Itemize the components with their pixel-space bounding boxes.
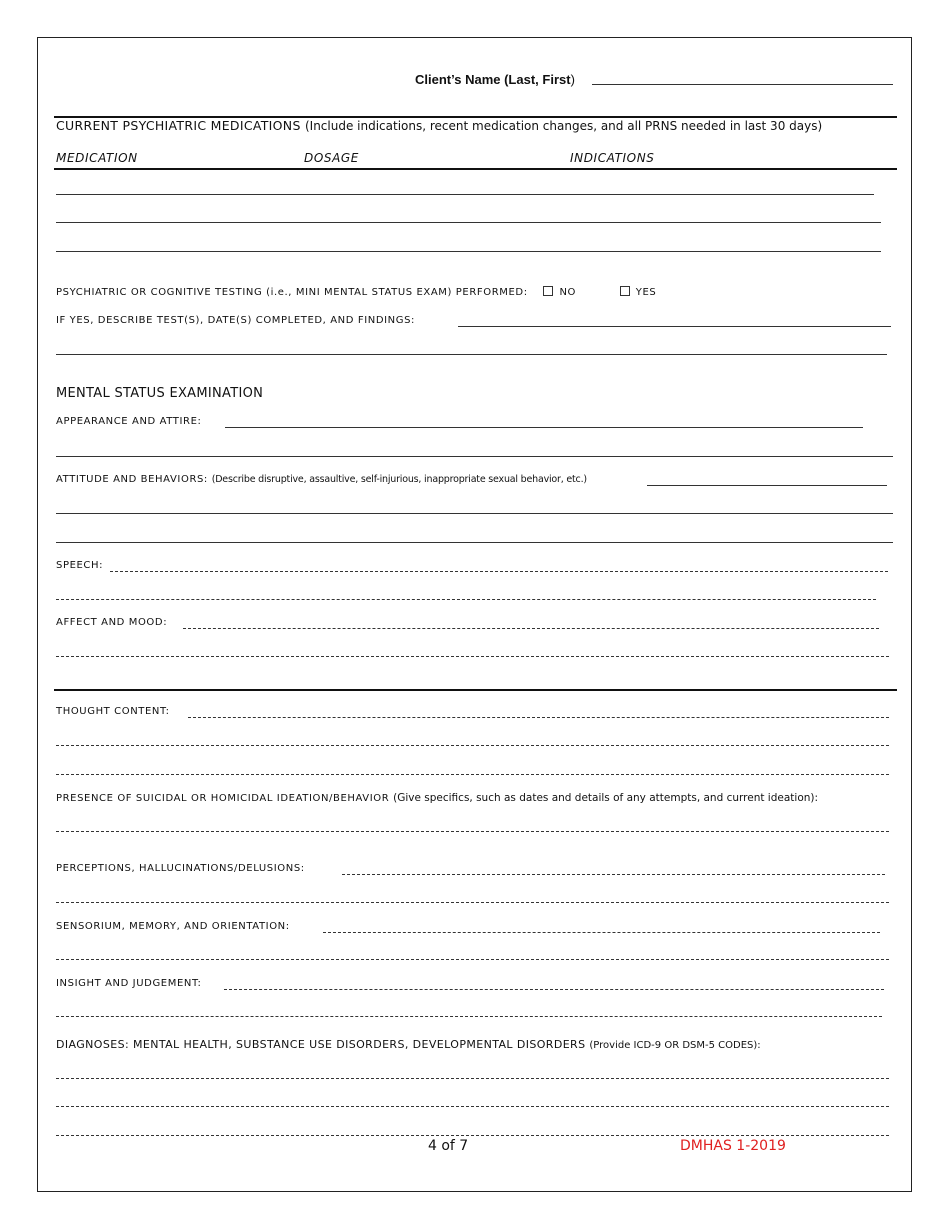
insight-row: [56, 978, 202, 989]
mse-title: MENTAL STATUS EXAMINATION: [56, 386, 264, 401]
attitude-note: (Describe disruptive, assaultive, self-injurious, inappropriate sexual behavior, etc.): [211, 474, 587, 485]
appearance-row: [56, 416, 202, 427]
testing-describe-field[interactable]: [458, 326, 891, 327]
speech-field[interactable]: [110, 571, 888, 572]
column-dosage: DOSAGE: [304, 151, 359, 165]
suicidal-row: [56, 792, 818, 804]
perceptions-field[interactable]: [342, 874, 885, 875]
sensorium-row: [56, 921, 290, 932]
medications-note: (Include indications, recent medication changes, and all PRNS needed in last 30 days): [304, 119, 823, 133]
testing-describe-label: IF YES, DESCRIBE TEST(S), DATE(S) COMPLETED, AND FINDINGS:: [56, 315, 416, 326]
column-indications: INDICATIONS: [570, 151, 655, 165]
medications-title: [56, 118, 822, 133]
thought-row: [56, 706, 170, 717]
diagnoses-label: DIAGNOSES: MENTAL HEALTH, SUBSTANCE USE DISORDERS, DEVELOPMENTAL DISORDERS: [56, 1038, 586, 1051]
suicidal-note: (Give specifics, such as dates and details of any attempts, and current ideation):: [393, 792, 819, 804]
thought-field[interactable]: [188, 717, 889, 718]
perceptions-label: PERCEPTIONS, HALLUCINATIONS/DELUSIONS:: [56, 863, 305, 874]
client-name-label: [415, 72, 575, 87]
attitude-line-3[interactable]: [56, 542, 893, 543]
affect-field[interactable]: [183, 628, 879, 629]
testing-describe-row: [56, 315, 415, 326]
insight-field[interactable]: [224, 989, 884, 990]
diagnoses-line-3[interactable]: [56, 1135, 889, 1136]
affect-row: [56, 617, 167, 628]
speech-label: SPEECH:: [56, 560, 104, 571]
diagnoses-row: [56, 1038, 761, 1051]
appearance-field[interactable]: [225, 427, 863, 428]
medications-header-rule: [54, 168, 897, 170]
testing-line-2[interactable]: [56, 354, 887, 355]
form-code: DMHAS 1-2019: [680, 1138, 786, 1154]
attitude-row: [56, 474, 587, 485]
column-medication: MEDICATION: [56, 151, 138, 165]
diagnoses-note: (Provide ICD-9 OR DSM-5 CODES):: [589, 1040, 761, 1051]
thought-line-3[interactable]: [56, 774, 889, 775]
option-no-label: NO: [559, 287, 577, 298]
medication-line-1[interactable]: [56, 194, 874, 195]
medications-title-text: CURRENT PSYCHIATRIC MEDICATIONS: [56, 118, 301, 133]
affect-line-2[interactable]: [56, 656, 889, 657]
insight-line-2[interactable]: [56, 1016, 882, 1017]
perceptions-row: [56, 863, 305, 874]
diagnoses-line-2[interactable]: [56, 1106, 889, 1107]
checkbox-yes[interactable]: [620, 286, 630, 296]
sensorium-line-2[interactable]: [56, 959, 889, 960]
suicidal-label: PRESENCE OF SUICIDAL OR HOMICIDAL IDEATION/BEHAVIOR: [56, 793, 390, 804]
affect-label: AFFECT AND MOOD:: [56, 617, 168, 628]
client-name-label-text: Client’s Name (Last, First: [415, 72, 571, 87]
attitude-line-2[interactable]: [56, 513, 893, 514]
section-rule-middle: [54, 689, 897, 691]
testing-option-yes[interactable]: [620, 286, 657, 298]
medication-line-2[interactable]: [56, 222, 881, 223]
perceptions-line-2[interactable]: [56, 902, 889, 903]
medication-line-3[interactable]: [56, 251, 881, 252]
page-number: 4 of 7: [428, 1138, 469, 1154]
option-yes-label: YES: [635, 287, 657, 298]
client-name-paren: ): [570, 72, 575, 87]
attitude-field[interactable]: [647, 485, 887, 486]
testing-question-row: [56, 286, 656, 298]
thought-label: THOUGHT CONTENT:: [56, 706, 170, 717]
diagnoses-line-1[interactable]: [56, 1078, 889, 1079]
sensorium-field[interactable]: [323, 932, 880, 933]
insight-label: INSIGHT AND JUDGEMENT:: [56, 978, 202, 989]
speech-row: [56, 560, 103, 571]
appearance-label: APPEARANCE AND ATTIRE:: [56, 416, 202, 427]
suicidal-line-2[interactable]: [56, 831, 889, 832]
page-border: [37, 37, 912, 1192]
testing-option-no[interactable]: [543, 286, 576, 298]
sensorium-label: SENSORIUM, MEMORY, AND ORIENTATION:: [56, 921, 290, 932]
attitude-label: ATTITUDE AND BEHAVIORS:: [56, 474, 208, 485]
client-name-field[interactable]: [592, 84, 893, 85]
checkbox-no[interactable]: [543, 286, 553, 296]
speech-line-2[interactable]: [56, 599, 876, 600]
testing-question: PSYCHIATRIC OR COGNITIVE TESTING (i.e., MINI MENTAL STATUS EXAM) PERFORMED:: [56, 287, 528, 298]
thought-line-2[interactable]: [56, 745, 889, 746]
appearance-line-2[interactable]: [56, 456, 893, 457]
